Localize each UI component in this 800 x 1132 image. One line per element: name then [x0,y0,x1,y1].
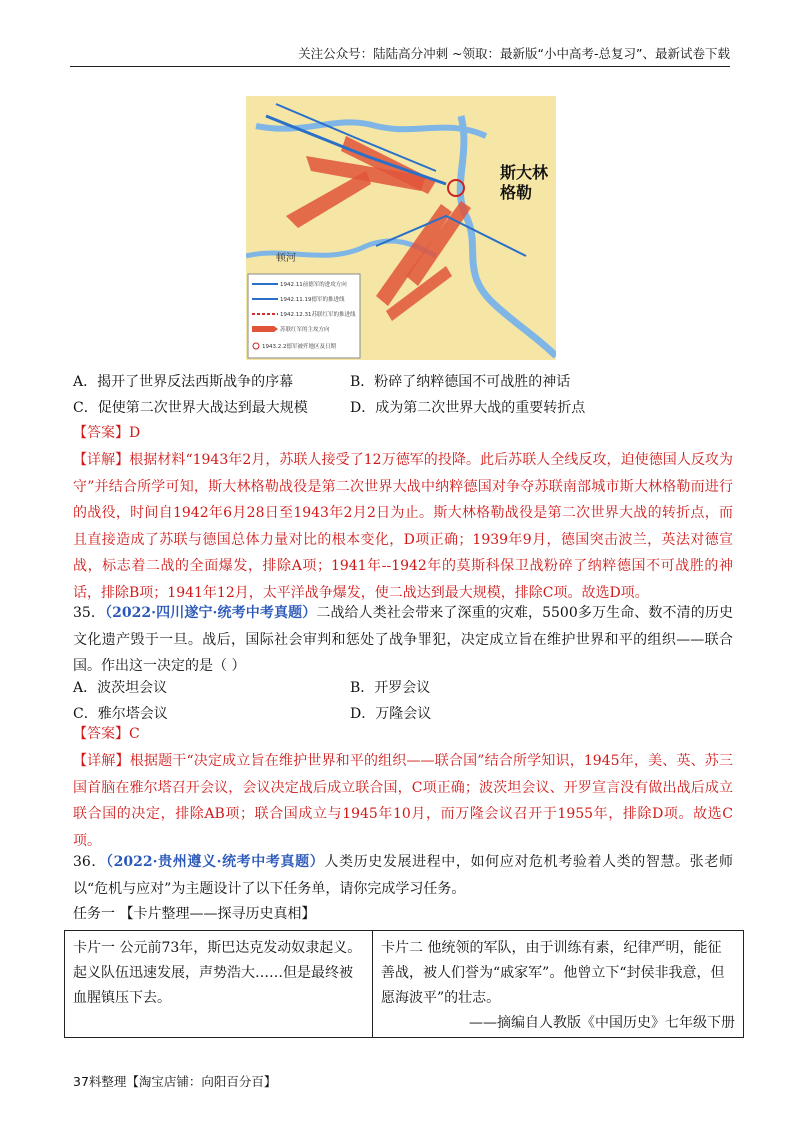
legend-item: 1942.11前德军的进攻方向 [280,282,347,288]
q36-source: （2022·贵州遵义·统考中考真题） [106,854,325,870]
q35-option-a: A．波茨坦会议 [73,680,168,696]
legend-item: 1943.2.2德军被歼地区及日期 [262,344,336,350]
q34-option-c: C．促使第二次世界大战达到最大规模 [73,400,308,416]
q34-answer: 【答案】D [73,425,141,441]
q35-option-d: D．万隆会议 [350,706,432,722]
q35-stem: 二战给人类社会带来了深重的灾难，5500多万生命、数不清的历史文化遗产毁于一旦。战后，国际社会审判和惩处了战争罪犯，决定成立旨在维护世界和平的组织——联合国。作出这一决定的是（ ） [73,605,733,674]
q35-option-c: C．雅尔塔会议 [73,706,168,722]
card-two-source: ——摘编自人教版《中国历史》七年级下册 [469,1015,735,1031]
q35-source: （2022·四川遂宁·统考中考真题） [105,605,317,621]
q36-question [73,849,733,902]
q34-detail: 【详解】根据材料“1943年2月，苏联人接受了12万德军的投降。此后苏联人全线反攻，迫使德国人反攻为守”并结合所学可知，斯大林格勒战役是第二次世界大战中纳粹德国对争夺苏联南部城市斯大林格勒而进行的战役，时间自1942年6月28日至1943年2月2日为止。斯大林格勒战役是第二次世界大战的转折点，而且直接造成了苏联与德国总体力量对比的根本变化，D项正确；1939年9月，德国突击波兰，英法对德宣战，标志着二战的全面爆发，排除A项；1941年--1942年的莫斯科保卫战粉碎了纳粹德国不可战胜的神话，排除B项；1941年12月，太平洋战争爆发，使二战达到最大规模，排除C项。故选D项。 [73,452,733,601]
river-label: 顿河 [276,253,296,264]
q36-stem: 人类历史发展进程中，如何应对危机考验着人类的智慧。张老师以“危机与应对”为主题设计了以下任务单，请你完成学习任务。 [73,854,733,897]
city-label-2: 格勒 [500,183,533,202]
q35-number: 35． [73,605,106,621]
header-text: 关注公众号：陆陆高分冲刺 ~领取：最新版“小中高考-总复习”、最新试卷下载 [298,46,730,61]
q35-options-row1 [73,678,431,698]
q36-number: 36． [73,854,107,870]
q36-task1: 任务一 【卡片整理——探寻历史真相】 [73,906,316,922]
legend-item: 1942.11.19德军的推进线 [280,297,345,303]
card-two: 卡片二 他统领的军队，由于训练有素，纪律严明，能征善战，被人们誉为“戚家军”。他曾立下“封侯非我意，但愿海波平”的壮志。 ——摘编自人教版《中国历史》七年级下册 [373,931,743,1037]
q34-options-row1 [73,372,571,392]
stalingrad-battle-map [246,96,556,360]
card-one: 卡片一 公元前73年，斯巴达克发动奴隶起义。起义队伍迅速发展，声势浩大……但是最终被血腥镇压下去。 [65,931,373,1037]
card-table [64,930,744,1038]
legend-item: 1942.12.31苏联红军的推进线 [280,312,356,318]
city-label-1: 斯大林 [500,163,549,182]
q34-option-b: B．粉碎了纳粹德国不可战胜的神话 [350,374,571,390]
q34-options-row2 [73,398,586,418]
q34-option-a: A．揭开了世界反法西斯战争的序幕 [73,374,294,390]
q34-option-d: D．成为第二次世界大战的重要转折点 [350,400,586,416]
q35-detail: 【详解】根据题干“决定成立旨在维护世界和平的组织——联合国”结合所学知识，1945年，美、英、苏三国首脑在雅尔塔召开会议，会议决定战后成立联合国，C项正确；波茨坦会议、开罗宣言没有做出战后成立联合国的决定，排除AB项；联合国成立与1945年10月，而万隆会议召开于1955年，排除D项。故选C项。 [73,753,733,849]
legend-item: 苏联红军的主攻方向 [280,327,330,333]
q35-option-b: B．开罗会议 [350,680,431,696]
page-footer: 37料整理【淘宝店铺：向阳百分百】 [73,1074,277,1089]
page-header [70,44,730,67]
q35-answer: 【答案】C [73,726,140,742]
q35-question [73,600,733,680]
